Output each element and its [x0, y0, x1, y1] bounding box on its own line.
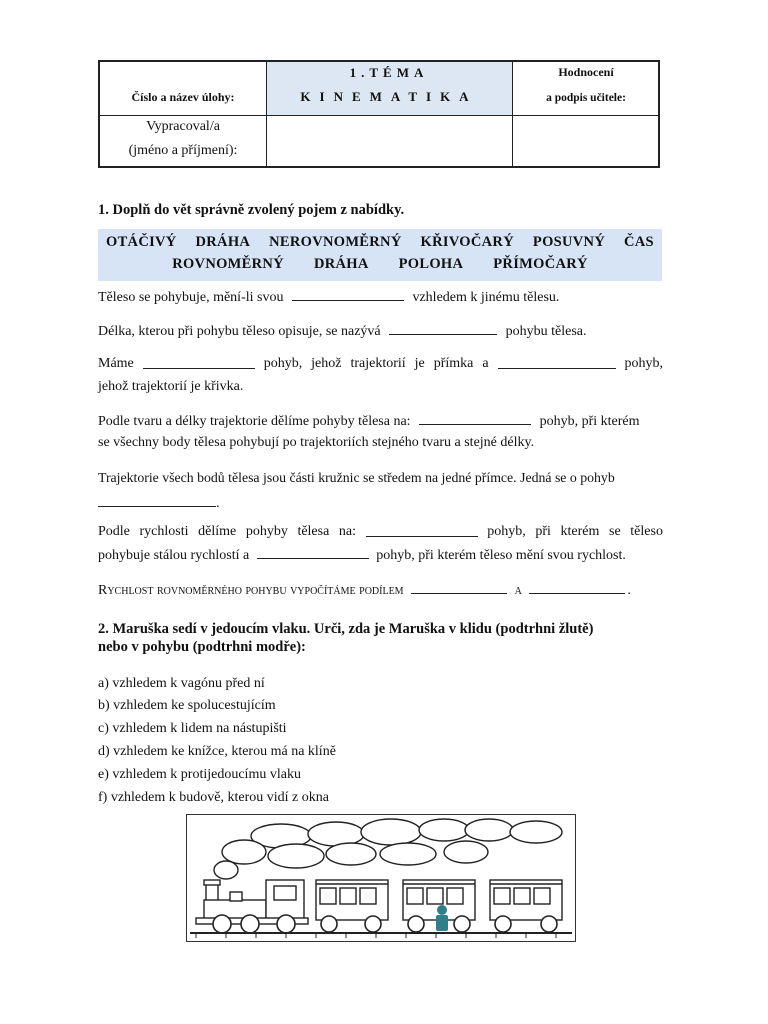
- sentence-5-cont: .: [98, 494, 220, 512]
- grading-sub-label: a podpis učitele:: [546, 92, 626, 104]
- bank-word: DRÁHA: [313, 256, 369, 272]
- list-item[interactable]: b) vzhledem ke spolucestujícím: [98, 698, 276, 713]
- task2-title-cont: nebo v pohybu (podtrhni modře):: [98, 639, 306, 655]
- answer-blank[interactable]: [366, 524, 478, 537]
- topic-number: 1.TÉMA: [349, 65, 429, 80]
- word-bank-row-2: [98, 256, 662, 273]
- answer-blank[interactable]: [389, 322, 497, 335]
- word-bank: [98, 229, 662, 281]
- header-table: [98, 60, 660, 168]
- bank-word: ROVNOMĚRNÝ: [172, 256, 284, 272]
- bank-word: POSUVNÝ: [532, 234, 606, 250]
- sentence-3-cont: jehož trajektorií je křivka.: [98, 379, 244, 394]
- bank-word: PŘÍMOČARÝ: [493, 256, 588, 272]
- list-item[interactable]: c) vzhledem k lidem na nástupišti: [98, 721, 287, 736]
- sentence-6: Podle rychlosti dělíme pohyby tělesa na: pohyb, při kterém se těleso: [98, 524, 663, 539]
- bank-word: NEROVNOMĚRNÝ: [269, 234, 402, 250]
- list-item[interactable]: a) vzhledem k vagónu před ní: [98, 676, 265, 691]
- grading-cell[interactable]: [514, 117, 658, 166]
- sentence-3: Máme pohyb, jehož trajektorií je přímka a pohyb,: [98, 356, 663, 371]
- bank-word: POLOHA: [398, 256, 464, 272]
- author-label: Vypracoval/a: [146, 119, 220, 134]
- task1-title: 1. Doplň do vět správně zvolený pojem z nabídky.: [98, 202, 405, 218]
- task-label: Číslo a název úlohy:: [131, 90, 235, 104]
- list-item[interactable]: f) vzhledem k budově, kterou vidí z okna: [98, 790, 329, 805]
- train-illustration-icon: [186, 814, 576, 942]
- grading-label: Hodnocení: [558, 65, 614, 79]
- answer-blank[interactable]: [419, 412, 531, 425]
- answer-blank[interactable]: [529, 581, 625, 594]
- word-bank-row-1: [98, 234, 662, 251]
- sentence-4: Podle tvaru a délky trajektorie dělíme pohyby tělesa na: pohyb, při kterém: [98, 414, 640, 429]
- bank-word: ČAS: [624, 234, 654, 250]
- bank-word: DRÁHA: [195, 234, 251, 250]
- author-sub-label: (jméno a příjmení):: [128, 143, 238, 158]
- answer-blank[interactable]: [257, 546, 369, 559]
- answer-blank[interactable]: [411, 581, 507, 594]
- list-item[interactable]: e) vzhledem k protijedoucímu vlaku: [98, 767, 301, 782]
- sentence-6-cont: pohybuje stálou rychlostí a pohyb, při kterém těleso mění svou rychlost.: [98, 548, 626, 563]
- answer-blank[interactable]: [292, 288, 404, 301]
- topic-name: KINEMATIKA: [300, 89, 478, 104]
- answer-blank[interactable]: [498, 356, 616, 369]
- list-item[interactable]: d) vzhledem ke knížce, kterou má na klíně: [98, 744, 336, 759]
- sentence-1: Těleso se pohybuje, mění-li svou vzhledem k jinému tělesu.: [98, 290, 560, 305]
- task2-title: 2. Maruška sedí v jedoucím vlaku. Urči, zda je Maruška v klidu (podtrhni žlutě): [98, 621, 594, 637]
- answer-blank[interactable]: [143, 356, 255, 369]
- author-name-cell[interactable]: [268, 117, 510, 166]
- sentence-5: Trajektorie všech bodů tělesa jsou části kružnic se středem na jedné přímce. Jedná se o pohyb: [98, 470, 615, 485]
- sentence-4-cont: se všechny body tělesa pohybují po trajektoriích stejného tvaru a stejné délky.: [98, 435, 535, 450]
- sentence-7: Rychlost rovnoměrného pohybu vypočítáme podílem a .: [98, 583, 631, 598]
- bank-word: KŘIVOČARÝ: [420, 234, 514, 250]
- bank-word: OTÁČIVÝ: [106, 234, 177, 250]
- answer-blank[interactable]: [98, 494, 216, 507]
- sentence-2: Délka, kterou při pohybu těleso opisuje, se nazývá pohybu tělesa.: [98, 324, 587, 339]
